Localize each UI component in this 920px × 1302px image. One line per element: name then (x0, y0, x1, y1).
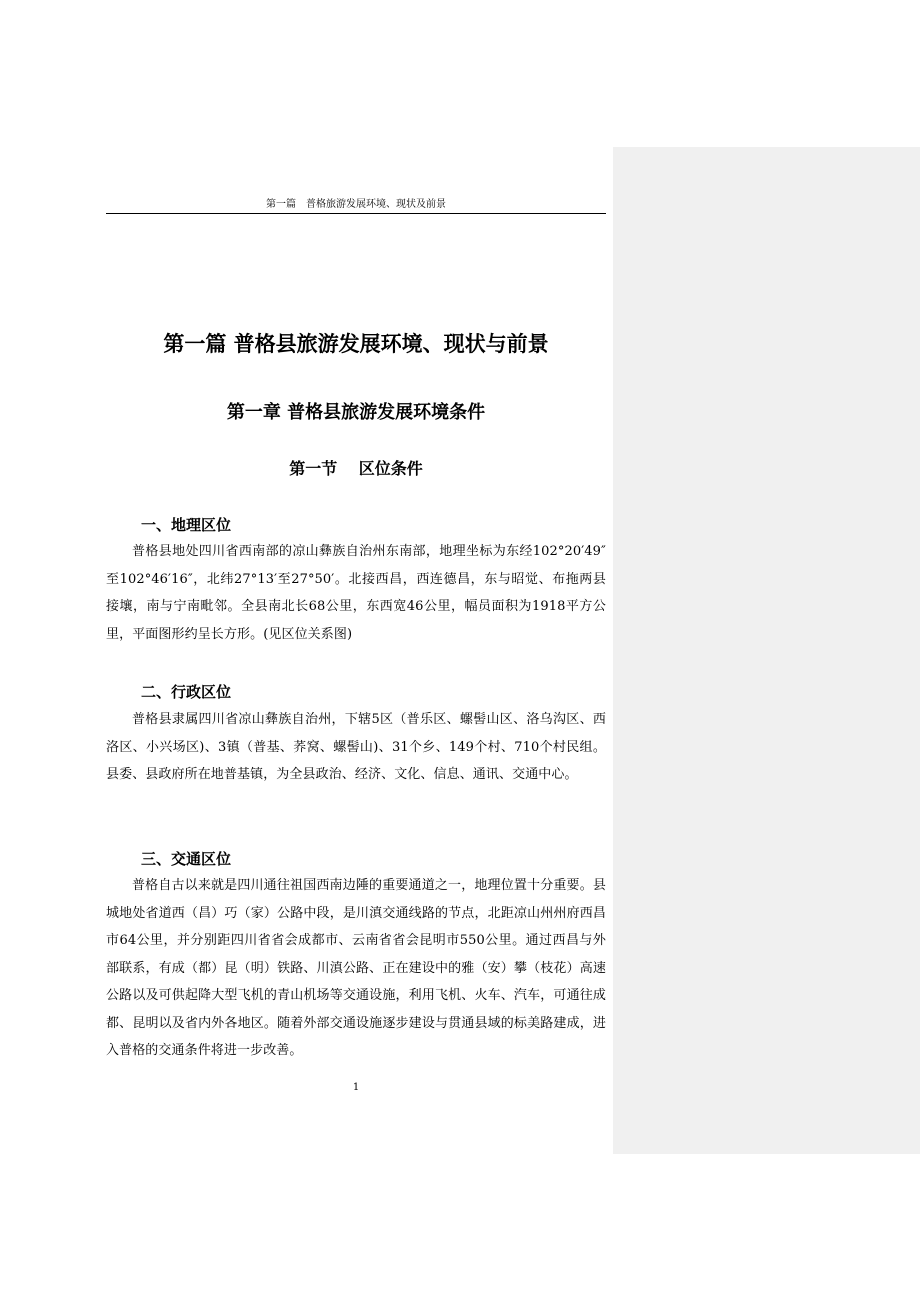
section-title: 第一节 区位条件 (289, 459, 423, 478)
paragraph-geographic-location: 普格县地处四川省西南部的凉山彝族自治州东南部，地理坐标为东经102°20′49″至102°46′16″，北纬27°13′至27°50′。北接西昌，西连德昌，东与昭觉、布拖两县接壤，南与宁南毗邻。全县南北长68公里，东西宽46公里，幅员面积为1918平方公里，平面图形约呈长方形。(见区位关系图) (106, 544, 606, 642)
running-header: 第一篇 普格旅游发展环境、现状及前景 (266, 199, 446, 210)
comment-pane (613, 147, 920, 1154)
chapter-title: 第一章 普格县旅游发展环境条件 (226, 402, 486, 423)
header-rule (106, 213, 606, 214)
heading-geographic-location: 一、地理区位 (141, 516, 232, 534)
heading-administrative-location: 二、行政区位 (141, 683, 232, 701)
heading-transport-location: 三、交通区位 (141, 850, 232, 868)
paragraph-transport-location: 普格自古以来就是四川通往祖国西南边陲的重要通道之一，地理位置十分重要。县城地处省道西（昌）巧（家）公路中段，是川滇交通线路的节点，北距凉山州州府西昌市64公里，并分别距四川省省会成都市、云南省省会昆明市550公里。通过西昌与外部联系，有成（都）昆（明）铁路、川滇公路、正在建设中的雅（安）攀（枝花）高速公路以及可供起降大型飞机的青山机场等交通设施，利用飞机、火车、汽车，可通往成都、昆明以及省内外各地区。随着外部交通设施逐步建设与贯通县域的标美路建成，进入普格的交通条件将进一步改善。 (106, 878, 606, 1058)
page-number: 1 (352, 1082, 360, 1093)
part-title: 第一篇 普格县旅游发展环境、现状与前景 (163, 332, 549, 356)
paragraph-administrative-location: 普格县隶属四川省凉山彝族自治州，下辖5区（普乐区、螺髻山区、洛乌沟区、西洛区、小兴场区)、3镇（普基、荞窝、螺髻山)、31个乡、149个村、710个村民组。县委、县政府所在地普基镇，为全县政治、经济、文化、信息、通讯、交通中心。 (106, 712, 606, 782)
